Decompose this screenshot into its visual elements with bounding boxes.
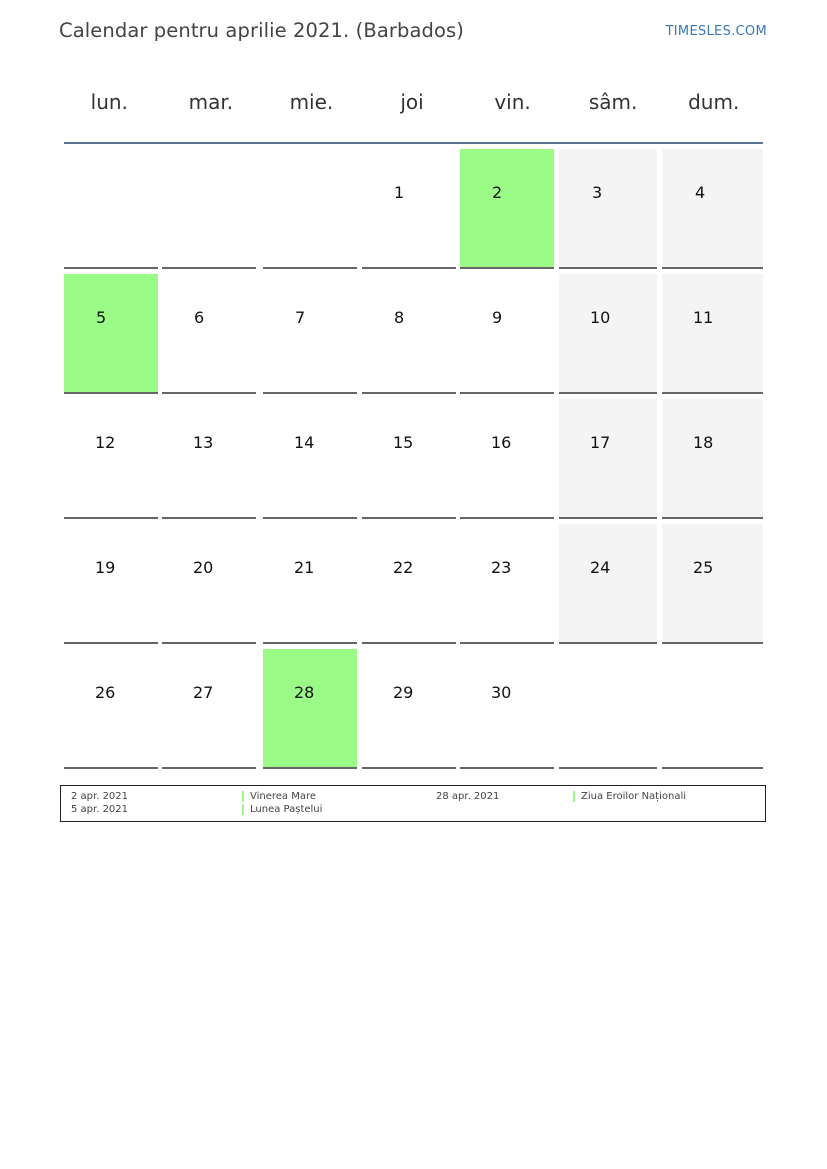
day-number: 30 — [491, 683, 512, 702]
day-number: 28 — [294, 683, 315, 702]
day-number: 20 — [193, 558, 214, 577]
legend-date-2: 5 apr. 2021 — [71, 804, 129, 815]
day-number: 4 — [695, 183, 706, 202]
day-number: 5 — [96, 308, 107, 327]
weekday-sat: sâm. — [588, 90, 638, 114]
day-cell-5 — [64, 274, 158, 394]
day-number: 23 — [491, 558, 512, 577]
day-number: 1 — [394, 183, 405, 202]
day-number: 17 — [590, 433, 611, 452]
weekday-tue: mar. — [188, 90, 234, 114]
day-cell-26 — [64, 649, 158, 769]
day-cell-10 — [559, 274, 657, 394]
weekday-fri: vin. — [494, 90, 531, 114]
day-number: 8 — [394, 308, 405, 327]
day-cell-11 — [662, 274, 763, 394]
day-number: 27 — [193, 683, 214, 702]
day-cell-8 — [362, 274, 456, 394]
day-cell-17 — [559, 399, 657, 519]
day-number: 6 — [194, 308, 205, 327]
day-number: 7 — [295, 308, 306, 327]
day-cell-14 — [263, 399, 357, 519]
brand-link[interactable]: TIMESLES.COM — [665, 24, 767, 39]
weekday-sun: dum. — [688, 90, 740, 114]
weekday-mon: lun. — [90, 90, 128, 114]
day-cell-30 — [460, 649, 554, 769]
day-cell-7 — [263, 274, 357, 394]
empty-day-cell — [559, 649, 657, 769]
day-number: 25 — [693, 558, 714, 577]
legend-name-1: Vinerea Mare — [250, 791, 317, 802]
day-number: 13 — [193, 433, 214, 452]
day-number: 2 — [492, 183, 503, 202]
day-number: 26 — [95, 683, 116, 702]
day-cell-1 — [362, 149, 456, 269]
day-cell-3 — [559, 149, 657, 269]
day-number: 3 — [592, 183, 603, 202]
empty-day-cell — [64, 149, 158, 269]
day-number: 11 — [693, 308, 714, 327]
weekday-wed: mie. — [289, 90, 334, 114]
day-cell-13 — [162, 399, 256, 519]
day-cell-20 — [162, 524, 256, 644]
day-cell-25 — [662, 524, 763, 644]
day-cell-6 — [162, 274, 256, 394]
day-cell-21 — [263, 524, 357, 644]
day-number: 18 — [693, 433, 714, 452]
day-number: 10 — [590, 308, 611, 327]
weekday-thu: joi — [400, 90, 424, 114]
day-cell-23 — [460, 524, 554, 644]
holiday-legend — [60, 785, 766, 822]
day-number: 21 — [294, 558, 315, 577]
day-number: 9 — [492, 308, 503, 327]
day-cell-27 — [162, 649, 256, 769]
day-cell-15 — [362, 399, 456, 519]
legend-name-3: Ziua Eroilor Naționali — [581, 791, 687, 802]
day-number: 24 — [590, 558, 611, 577]
day-cell-4 — [662, 149, 763, 269]
weekday-header — [60, 90, 764, 114]
day-cell-24 — [559, 524, 657, 644]
legend-date-3: 28 apr. 2021 — [436, 791, 500, 802]
day-cell-16 — [460, 399, 554, 519]
empty-day-cell — [263, 149, 357, 269]
legend-marker-1 — [242, 791, 244, 802]
header-divider — [64, 142, 763, 144]
day-cell-28 — [263, 649, 357, 769]
day-cell-12 — [64, 399, 158, 519]
day-cell-18 — [662, 399, 763, 519]
day-cell-22 — [362, 524, 456, 644]
day-number: 15 — [393, 433, 414, 452]
day-number: 14 — [294, 433, 315, 452]
legend-date-1: 2 apr. 2021 — [71, 791, 129, 802]
legend-marker-3 — [573, 791, 575, 802]
empty-day-cell — [162, 149, 256, 269]
day-number: 22 — [393, 558, 414, 577]
day-number: 16 — [491, 433, 512, 452]
day-cell-29 — [362, 649, 456, 769]
day-number: 12 — [95, 433, 116, 452]
day-number: 29 — [393, 683, 414, 702]
page-title: Calendar pentru aprilie 2021. (Barbados) — [59, 19, 465, 42]
day-number: 19 — [95, 558, 116, 577]
day-cell-9 — [460, 274, 554, 394]
day-cell-19 — [64, 524, 158, 644]
day-cell-2 — [460, 149, 554, 269]
empty-day-cell — [662, 649, 763, 769]
legend-name-2: Lunea Paștelui — [250, 804, 323, 815]
legend-marker-2 — [242, 804, 244, 815]
